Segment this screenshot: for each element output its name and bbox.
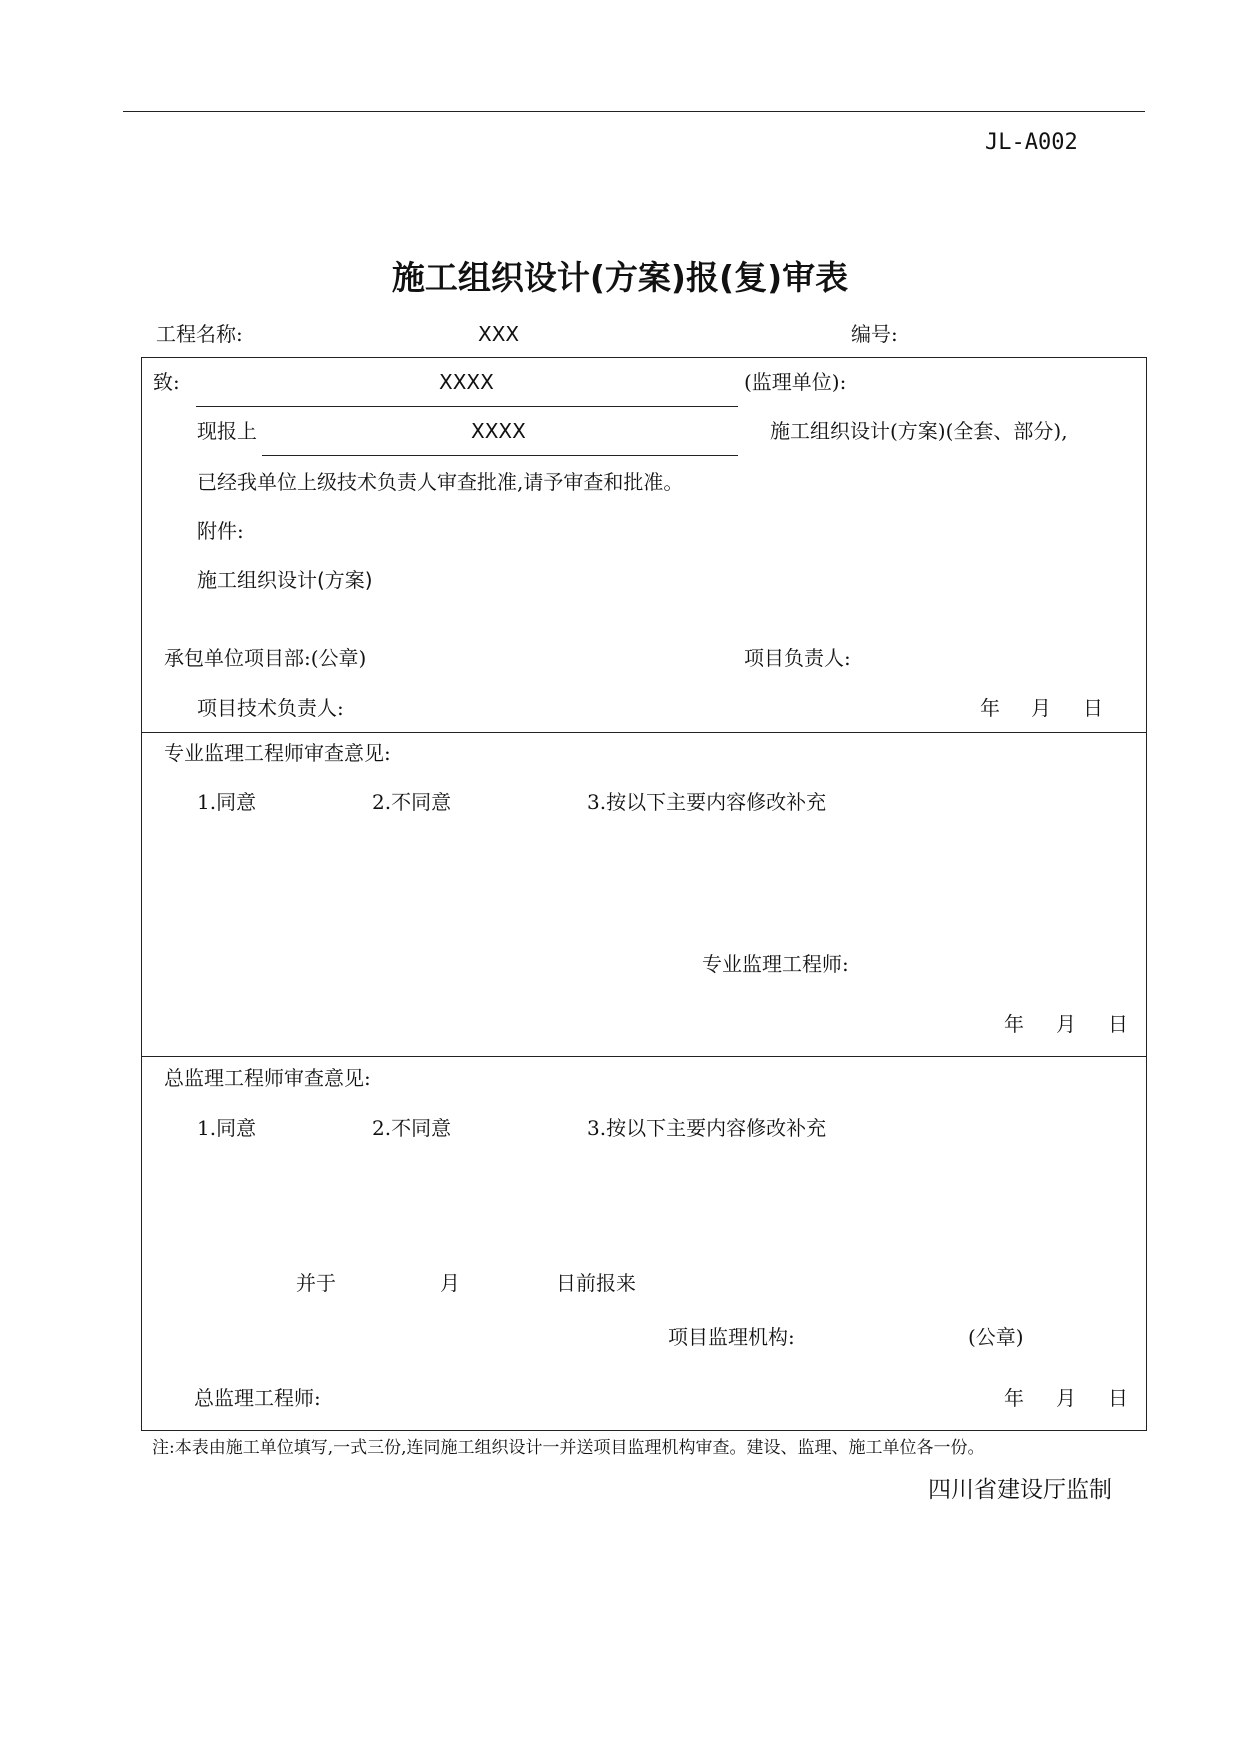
chief-review-heading: 总监理工程师审查意见: bbox=[164, 1066, 371, 1090]
attachment-label: 附件: bbox=[197, 519, 244, 543]
date-year: 年 bbox=[1004, 1386, 1024, 1410]
date-day: 日 bbox=[1108, 1386, 1128, 1410]
number-label: 编号: bbox=[851, 322, 898, 346]
form-code: JL-A002 bbox=[985, 130, 1078, 155]
date-year: 年 bbox=[1004, 1012, 1024, 1036]
date-day: 日 bbox=[1083, 696, 1103, 720]
date-year: 年 bbox=[980, 696, 1000, 720]
section-divider-2 bbox=[141, 1056, 1147, 1057]
form-table bbox=[141, 357, 1147, 1431]
report-prefix: 现报上 bbox=[197, 419, 257, 443]
contractor-label: 承包单位项目部:(公章) bbox=[164, 646, 367, 670]
supervision-org-label: 项目监理机构: bbox=[668, 1325, 795, 1349]
date-month: 月 bbox=[1056, 1386, 1076, 1410]
footnote: 注:本表由施工单位填写,一式三份,连同施工组织设计一并送项目监理机构审查。建设、监理、施工单位各一份。 bbox=[152, 1438, 985, 1458]
specialist-option-agree: 1.同意 bbox=[197, 790, 257, 814]
specialist-review-heading: 专业监理工程师审查意见: bbox=[164, 741, 391, 765]
report-underline bbox=[262, 455, 738, 456]
date-month: 月 bbox=[1056, 1012, 1076, 1036]
specialist-signer-label: 专业监理工程师: bbox=[702, 952, 849, 976]
deadline-prefix: 并于 bbox=[296, 1271, 336, 1295]
deadline-month: 月 bbox=[440, 1271, 460, 1295]
date-day: 日 bbox=[1108, 1012, 1128, 1036]
to-underline bbox=[196, 406, 738, 407]
attachment-value: 施工组织设计(方案) bbox=[197, 568, 373, 592]
chief-option-revise: 3.按以下主要内容修改补充 bbox=[587, 1116, 827, 1140]
project-manager-label: 项目负责人: bbox=[744, 646, 851, 670]
chief-signer-label: 总监理工程师: bbox=[194, 1386, 321, 1410]
top-rule bbox=[123, 111, 1145, 112]
to-label: 致: bbox=[153, 370, 180, 394]
specialist-option-revise: 3.按以下主要内容修改补充 bbox=[587, 790, 827, 814]
section-divider-1 bbox=[141, 732, 1147, 733]
chief-option-disagree: 2.不同意 bbox=[372, 1116, 452, 1140]
page-title: 施工组织设计(方案)报(复)审表 bbox=[391, 258, 849, 297]
issuer: 四川省建设厅监制 bbox=[928, 1477, 1112, 1503]
specialist-option-disagree: 2.不同意 bbox=[372, 790, 452, 814]
deadline-suffix: 日前报来 bbox=[556, 1271, 636, 1295]
supervisor-unit-label: (监理单位): bbox=[744, 370, 847, 394]
report-value: XXXX bbox=[471, 419, 526, 443]
project-name-label: 工程名称: bbox=[156, 322, 243, 346]
tech-manager-label: 项目技术负责人: bbox=[197, 696, 344, 720]
chief-option-agree: 1.同意 bbox=[197, 1116, 257, 1140]
seal-label: (公章) bbox=[968, 1325, 1024, 1349]
approved-text: 已经我单位上级技术负责人审查批准,请予审查和批准。 bbox=[197, 470, 684, 494]
date-month: 月 bbox=[1031, 696, 1051, 720]
to-value: XXXX bbox=[439, 370, 494, 394]
project-name-value: XXX bbox=[478, 322, 520, 346]
report-suffix: 施工组织设计(方案)(全套、部分), bbox=[770, 419, 1068, 443]
